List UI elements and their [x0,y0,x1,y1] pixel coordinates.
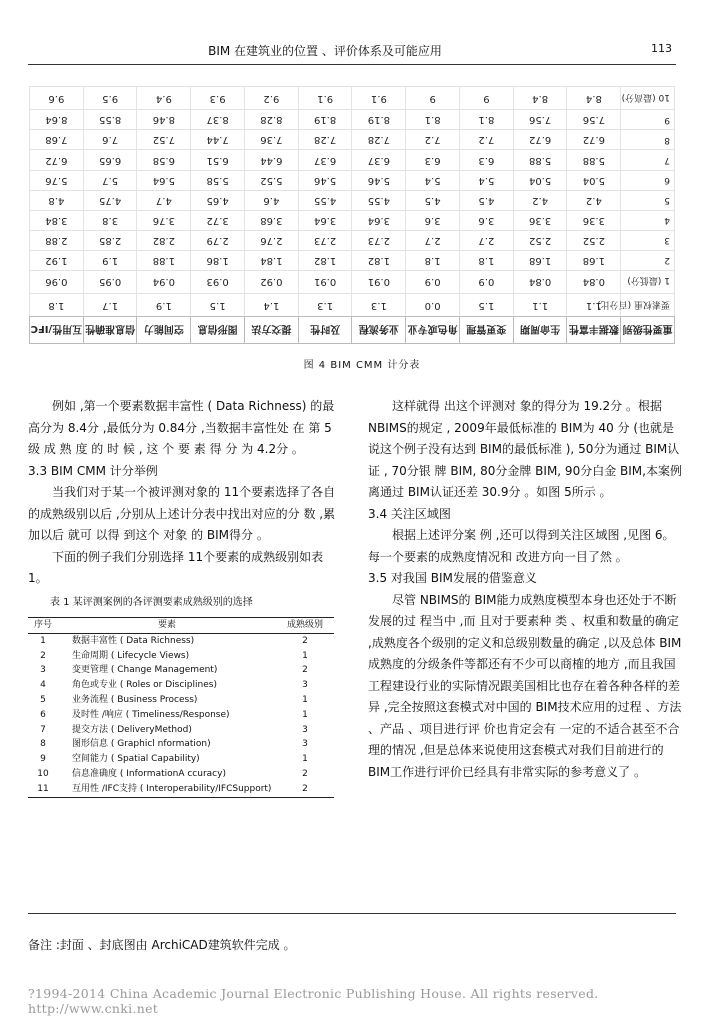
figure-cell: 2.73 [352,230,406,250]
table-1-cell-level: 1 [302,650,308,661]
figure-cell: 5.88 [567,150,621,170]
figure-cell: 0.9 [460,270,514,293]
figure-row [30,170,675,190]
figure-cell: 3.84 [30,210,84,230]
figure-cell: 8.1 [406,110,460,130]
section-3-5-heading: 3.5 对我国 BIM发展的借鉴意义 [368,571,537,585]
figure-row-label: 9 [621,110,675,130]
figure-cell: 8.1 [460,110,514,130]
figure-cell: 3.72 [191,210,245,230]
running-header-title: BIM 在建筑业的位置 、评价体系及可能应用 [208,44,442,58]
figure-cell: 4.75 [83,190,137,210]
table-1-cell-level: 3 [302,724,308,735]
table-1-row [28,752,334,767]
figure-cell: 9.5 [83,87,137,110]
figure-cell: 4.55 [352,190,406,210]
figure-cell: 6.37 [298,150,352,170]
table-1-cell-no: 2 [40,650,46,661]
figure-cell: 2.7 [406,230,460,250]
table-1-cell-no: 4 [40,680,46,691]
figure-cell: 6.72 [30,150,84,170]
figure-cell: 1.1 [567,293,621,316]
table-1-cell-item: 业务流程 ( Business Process) [72,694,198,705]
figure-row-label: 7 [621,150,675,170]
table-1-cell-item: 提交方法 ( DeliveryMethod) [72,724,192,735]
figure-cell: 2.52 [567,230,621,250]
figure-cell: 3.64 [352,210,406,230]
figure-col-header: 业务流程 [352,317,406,344]
left-paragraph-2: 当我们对于某一个被评测对象的 11个要素选择了各自的成熟级别以后 ,分别从上述计分表中找出对应的分 数 ,累 加以后 就可 以得 到这个 对象 的 BIM得分 。 [28,485,336,542]
figure-cell: 9 [460,87,514,110]
figure-cell: 2.7 [460,230,514,250]
figure-cell: 1.8 [406,250,460,270]
right-paragraph-3: 尽管 NBIMS的 BIM能力成熟度模型本身也还处于不断发展的过 程当中 ,而 且对于要素种 类 、权重和数量的确定 ,成熟度各个级别的定义和总级别数量的确定 ,以及总体 BIM成熟度的分级条件等都还有不少可以商榷的地方 ,而且我国工程建设行业的实际情况跟美国相比也存在着各种各样的差异 ,完全按照这套模式对中国的 BIM技术应用的过程 、方法 、产品 、项目进行评 价也肯定会有 一定的不适合甚至不合理的情况 ,但是总体来说使用这套模式对我们目前进行的 BIM工作进行评价已经具有非常实际的参考意义了 。 [368,592,682,779]
figure-cell: 2.85 [83,230,137,250]
table-1-cell-level: 1 [302,754,308,765]
figure-col-header: 互用性/IFC [30,317,84,344]
figure-cell: 1.1 [513,293,567,316]
figure-cell: 5.4 [406,170,460,190]
figure-cell: 1.5 [460,293,514,316]
figure-cell: 4.7 [137,190,191,210]
figure-row-label: 1 (最低分) [621,270,675,293]
figure-cell: 3.36 [513,210,567,230]
figure-cell: 3.76 [137,210,191,230]
figure-row-label: 5 [621,190,675,210]
footnote: 备注 :封面 、封底图由 ArchiCAD建筑软件完成 。 [28,938,296,952]
figure-cell: 7.28 [352,130,406,150]
figure-cell: 6.37 [352,150,406,170]
left-column [28,396,338,798]
figure-cell: 5.46 [298,170,352,190]
figure-cell: 6.3 [460,150,514,170]
figure-cell: 5.4 [460,170,514,190]
figure-row-label: 10 (最高分) [621,87,675,110]
figure-cell: 0.94 [137,270,191,293]
figure-row-label: 6 [621,170,675,190]
figure-cell: 3.36 [567,210,621,230]
figure-cell: 1.82 [298,250,352,270]
figure-cell: 1.3 [352,293,406,316]
figure-cell: 6.51 [191,150,245,170]
figure-cell: 2.82 [137,230,191,250]
left-paragraph-1: 例如 ,第一个要素数据丰富性 ( Data Richness) 的最高分为 8.4分 ,最低分为 0.84分 ,当数据丰富性处 在 第 5级 成 熟 度 的 时 候 , 这 个 要 素 得 分 为 4.2分 。 [28,399,335,456]
figure-cell: 5.04 [513,170,567,190]
figure-row [30,250,675,270]
table-1-cell-no: 5 [40,694,46,705]
figure-cell: 9 [406,87,460,110]
table-1-caption: 表 1 某评测案例的各评测要素成熟级别的选择 [50,596,253,608]
figure-cell: 1.92 [30,250,84,270]
figure-cell: 9.2 [245,87,299,110]
figure-row-label: 2 [621,250,675,270]
figure-cell: 9.1 [352,87,406,110]
figure-cell: 9.4 [137,87,191,110]
figure-cell: 7.2 [406,130,460,150]
figure-cell: 8.28 [245,110,299,130]
figure-row-label: 4 [621,210,675,230]
table-1-cell-item: 图形信息 ( Graphicl nformation) [72,739,211,750]
table-1-cell-no: 7 [40,724,46,735]
page-number: 113 [651,42,672,55]
right-column [368,396,684,783]
left-paragraph-3: 下面的例子我们分别选择 11个要素的成熟级别如表 1。 [28,549,324,585]
table-1-head-level: 成熟级别 [276,618,334,634]
figure-cell: 4.6 [245,190,299,210]
figure-row-label: 8 [621,130,675,150]
table-1-cell-level: 2 [302,768,308,779]
table-1-cell-item: 信息准确度 ( InformationA ccuracy) [72,768,226,779]
figure-cell: 7.28 [298,130,352,150]
figure-cell: 6.3 [406,150,460,170]
figure-cell: 8.19 [298,110,352,130]
figure-cell: 1.8 [30,293,84,316]
table-1-cell-level: 3 [302,739,308,750]
figure-cell: 9.3 [191,87,245,110]
figure-cell: 5.88 [513,150,567,170]
figure-cell: 1.68 [513,250,567,270]
figure-cell: 5.76 [30,170,84,190]
figure-cell: 2.88 [30,230,84,250]
figure-cell: 4.5 [460,190,514,210]
figure-cell: 0.95 [83,270,137,293]
figure-col-header: 空间能力 [137,317,191,344]
figure-row [30,270,675,293]
figure-cell: 3.6 [460,210,514,230]
figure-cell: 9.1 [298,87,352,110]
figure-cell: 1.82 [352,250,406,270]
figure-header-row [30,317,675,344]
figure-4-scoring-table [29,86,675,344]
figure-cell: 5.58 [191,170,245,190]
figure-cell: 4.65 [191,190,245,210]
table-1-cell-item: 空间能力 ( Spatial Capability) [72,754,200,765]
table-1-cell-level: 2 [302,665,308,676]
figure-cell: 5.52 [245,170,299,190]
figure-col-header: 信息准确性 [83,317,137,344]
figure-cell: 0.9 [406,270,460,293]
figure-cell: 2.76 [245,230,299,250]
figure-cell: 1.88 [137,250,191,270]
figure-cell: 0.92 [245,270,299,293]
figure-cell: 4.2 [567,190,621,210]
figure-col-header: 角色或专业 [406,317,460,344]
table-1-row [28,678,334,693]
figure-cell: 0.84 [513,270,567,293]
figure-cell: 8.55 [83,110,137,130]
table-1-head-item: 要素 [58,618,276,634]
figure-cell: 7.56 [513,110,567,130]
figure-cell: 1.8 [460,250,514,270]
figure-cell: 5.04 [567,170,621,190]
table-1-row [28,663,334,678]
footnote-rule [28,913,676,914]
table-1-cell-no: 9 [40,754,46,765]
table-1-row [28,708,334,723]
figure-cell: 7.44 [191,130,245,150]
table-1-cell-item: 生命周期 ( Lifecycle Views) [72,650,190,661]
figure-cell: 1.3 [298,293,352,316]
figure-cell: 6.72 [513,130,567,150]
figure-cell: 0.96 [30,270,84,293]
figure-cell: 4.55 [298,190,352,210]
figure-cell: 6.72 [567,130,621,150]
section-3-3-heading: 3.3 BIM CMM 计分举例 [28,463,158,478]
figure-col-header: 变更管理 [460,317,514,344]
figure-row-label: 3 [621,230,675,250]
figure-cell: 3.64 [298,210,352,230]
figure-row [30,87,675,110]
figure-cell: 2.52 [513,230,567,250]
figure-col-header: 图形信息 [191,317,245,344]
figure-row [30,293,675,316]
section-3-4-heading: 3.4 关注区域图 [368,506,451,521]
figure-cell: 6.65 [83,150,137,170]
figure-cell: 4.2 [513,190,567,210]
figure-cell: 1.9 [83,250,137,270]
table-1 [28,617,334,798]
figure-cell: 2.73 [298,230,352,250]
figure-cell: 8.19 [352,110,406,130]
figure-cell: 8.4 [513,87,567,110]
figure-cell: 5.46 [352,170,406,190]
figure-cell: 6.58 [137,150,191,170]
figure-row [30,150,675,170]
figure-cell: 0.91 [352,270,406,293]
figure-cell: 1.5 [191,293,245,316]
table-1-cell-item: 互用性 /IFC支持 ( Interoperability/IFCSupport) [58,782,276,797]
table-1-cell-no: 10 [37,768,49,779]
figure-cell: 0.84 [567,270,621,293]
table-1-cell-level: 2 [276,782,334,797]
figure-cell: 8.37 [191,110,245,130]
figure-cell: 6.44 [245,150,299,170]
figure-cell: 4.8 [30,190,84,210]
figure-cell: 8.4 [567,87,621,110]
figure-cell: 3.68 [245,210,299,230]
figure-row [30,110,675,130]
figure-col-header: 数据丰富性 [567,317,621,344]
figure-col-header: 及时性 [298,317,352,344]
table-1-cell-no: 6 [40,709,46,720]
figure-cell: 4.5 [406,190,460,210]
figure-cell: 1.86 [191,250,245,270]
figure-cell: 1.68 [567,250,621,270]
right-paragraph-1: 这样就得 出这个评测对 象的得分为 19.2分 。根据 NBIMS的规定 , 2009年最低标准的 BIM为 40 分 (也就是说这个例子没有达到 BIM的最低标准 ), 50分为通过 BIM认证 , 70分银 牌 BIM, 80分金牌 BIM, 90分白金 BIM,本案例离通过 BIM认证还差 30.9分 。如图 5所示 。 [368,399,682,499]
figure-row-label: 要素权重 (百分比) [621,293,675,316]
figure-cell: 9.6 [30,87,84,110]
figure-cell: 1.9 [137,293,191,316]
figure-col-header: 生命周期 [513,317,567,344]
table-1-cell-no: 1 [40,635,46,646]
figure-4-caption: 图 4 BIM CMM 计分表 [303,360,421,371]
table-1-cell-level: 1 [302,709,308,720]
table-1-row [28,723,334,738]
table-1-cell-no: 11 [28,782,58,797]
table-1-row [28,649,334,664]
figure-cell: 7.56 [567,110,621,130]
copyright-footer: ?1994-2014 China Academic Journal Electronic Publishing House. All rights reserved. http://www.cnki.net [28,986,599,1016]
table-1-cell-level: 1 [302,694,308,705]
table-1-cell-item: 数据丰富性 ( Data Richness) [72,635,195,646]
header-rule [28,64,676,65]
figure-row [30,190,675,210]
table-1-cell-no: 3 [40,665,46,676]
figure-row [30,230,675,250]
table-1-row [28,767,334,782]
figure-col-header: 提交方法 [245,317,299,344]
table-1-cell-no: 8 [40,739,46,750]
table-1-cell-level: 2 [302,635,308,646]
table-1-head-no: 序号 [28,618,58,634]
figure-cell: 2.79 [191,230,245,250]
figure-cell: 8.46 [137,110,191,130]
figure-cell: 7.6 [83,130,137,150]
table-1-cell-item: 变更管理 ( Change Management) [72,665,218,676]
figure-cell: 7.68 [30,130,84,150]
figure-cell: 1.4 [245,293,299,316]
figure-cell: 8.64 [30,110,84,130]
figure-cell: 7.2 [460,130,514,150]
figure-cell: 3.6 [406,210,460,230]
table-1-cell-item: 及时性 /响应 ( Timeliness/Response) [72,709,230,720]
table-1-row [28,782,334,797]
figure-cell: 0.93 [191,270,245,293]
figure-cell: 5.64 [137,170,191,190]
table-1-row [28,737,334,752]
figure-cell: 0.91 [298,270,352,293]
right-paragraph-2: 根据上述评分案 例 ,还可以得到关注区域图 ,见图 6。每一个要素的成熟度情况和 改进方向一目了然 。 [368,528,675,564]
figure-col-header: 重要性级别 [621,317,675,344]
figure-4-grid [29,86,675,344]
figure-cell: 7.52 [137,130,191,150]
figure-cell: 1.84 [245,250,299,270]
figure-row [30,210,675,230]
table-1-cell-item: 角色或专业 ( Roles or Disciplines) [72,680,217,691]
table-1-cell-level: 3 [302,680,308,691]
figure-cell: 0.0 [406,293,460,316]
figure-cell: 1.7 [83,293,137,316]
figure-cell: 7.36 [245,130,299,150]
table-1-row [28,633,334,648]
figure-cell: 3.8 [83,210,137,230]
table-1-row [28,693,334,708]
figure-cell: 5.7 [83,170,137,190]
figure-row [30,130,675,150]
